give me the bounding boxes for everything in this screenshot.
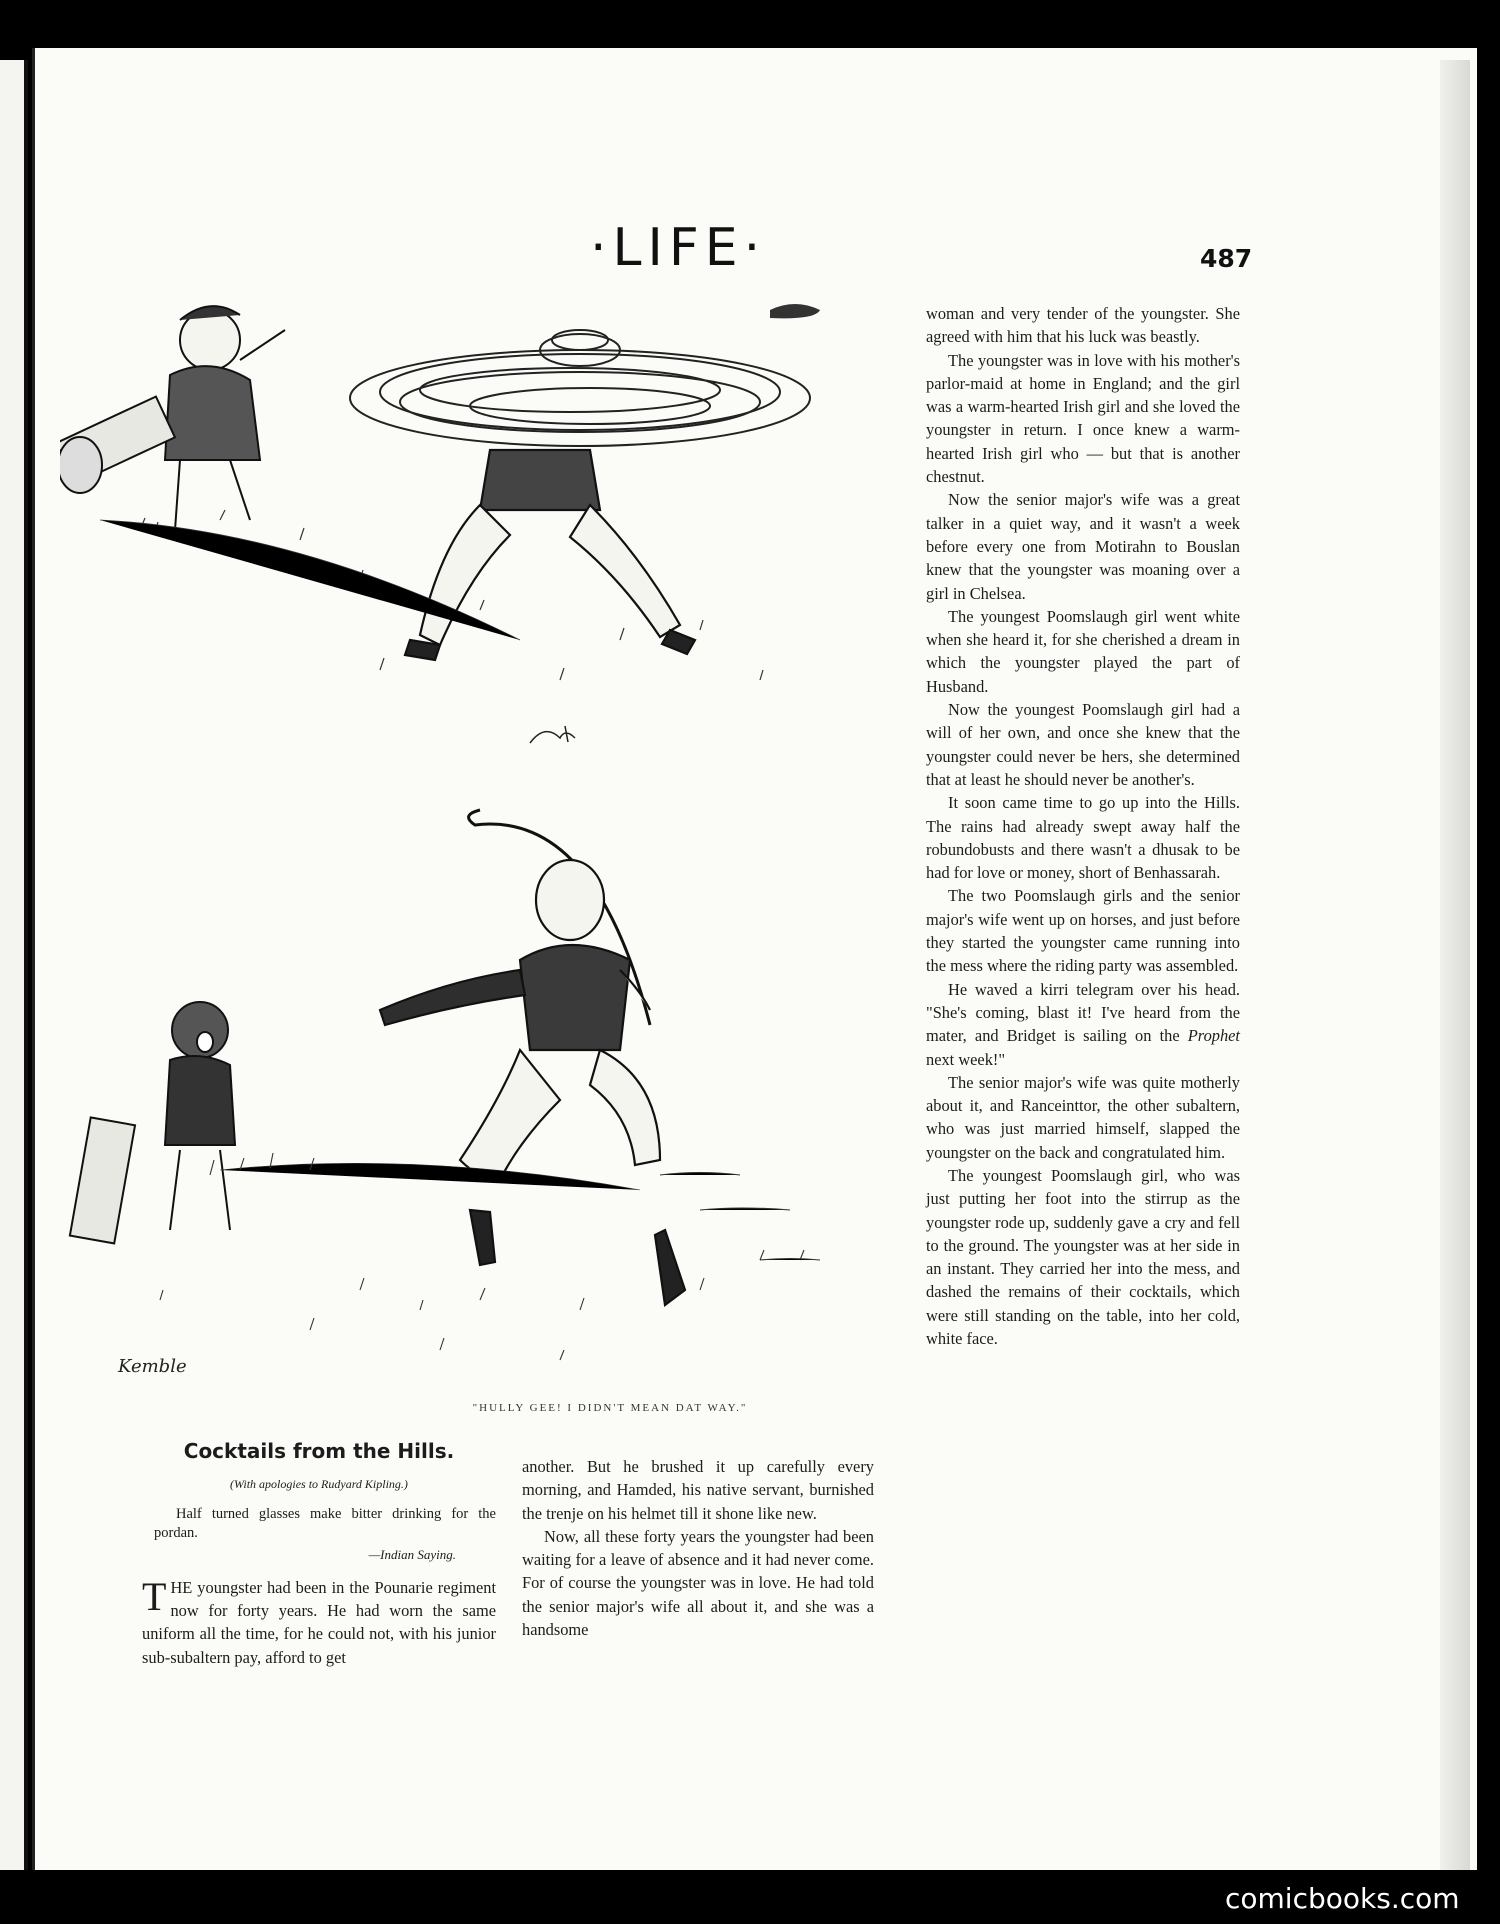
page-edge-shadow bbox=[1440, 60, 1470, 1870]
caddie-boy bbox=[60, 306, 285, 530]
paragraph: It soon came time to go up into the Hills. The rains had already swept away half the robundobusts and there wasn't a dhusak to be had for love or money, short of Benhassarah. bbox=[926, 793, 1240, 883]
article-subtitle: (With apologies to Rudyard Kipling.) bbox=[230, 1477, 408, 1492]
paragraph: Now the senior major's wife was a great talker in a quiet way, and it wasn't a week before every one from Motirahn to Bouslan knew that the youngster was moaning over a girl in Chelsea. bbox=[926, 490, 1240, 603]
illustration-top bbox=[60, 280, 890, 700]
paragraph: He waved a kirri telegram over his head. "She's coming, blast it! I've heard from the mater, and Bridget is sailing on the Prophet next week!" bbox=[926, 979, 1240, 1069]
paragraph: The two Poomslaugh girls and the senior major's wife went up on horses, and just before they started the youngster came running into the mess where the riding party was assembled. bbox=[926, 886, 1240, 976]
paragraph: The youngest Poomslaugh girl, who was just putting her foot into the stirrup as the youngster rode up, suddenly gave a cry and fell to the ground. The youngster was at her side in an instant. They carried her into the mess, and dashed the remains of their cocktails, which were still standing on the table, into her cold, white face. bbox=[926, 1165, 1240, 1349]
paragraph: The youngster was in love with his mother's parlor-maid at home in England; and the girl was a warm-hearted Irish girl and she loved the youngster in return. I once knew a warm-hearted Irish girl who — but that is another chestnut. bbox=[926, 350, 1240, 487]
paragraph: The senior major's wife was quite motherly about it, and Ranceinttor, the other subaltern, who was just married himself, slapped the youngster on the back and congratulated him. bbox=[926, 1072, 1240, 1162]
ship-name: Prophet bbox=[1187, 1026, 1240, 1046]
article-column-3 bbox=[926, 302, 1240, 1350]
previous-page-edge bbox=[0, 60, 28, 1870]
illustration-caption: "HULLY GEE! I DIDN'T MEAN DAT WAY." bbox=[472, 1402, 748, 1414]
paragraph: another. But he brushed it up carefully every morning, and Hamded, his native servant, burnished the trenje on his helmet till it shone like new. bbox=[522, 1457, 874, 1523]
epigraph: Half turned glasses make bitter drinking for the pordan. bbox=[154, 1505, 496, 1541]
paragraph: Now the youngest Poomslaugh girl had a will of her own, and once she knew that the youngster could never be hers, she determined that at least he should never be another's. bbox=[926, 700, 1240, 789]
golfer-figure bbox=[405, 450, 695, 660]
screaming-caddie bbox=[70, 1002, 235, 1243]
paragraph: The youngest Poomslaugh girl went white when she heard it, for she cherished a dream in which the youngster played the part of Husband. bbox=[926, 606, 1240, 696]
article-column-1 bbox=[142, 1440, 496, 1669]
article-column-2 bbox=[522, 1455, 874, 1641]
drop-cap: T bbox=[142, 1573, 167, 1619]
paragraph: woman and very tender of the youngster. She agreed with him that his luck was beastly. bbox=[926, 304, 1240, 347]
masthead: ·LIFE· bbox=[590, 218, 767, 278]
illustration-bottom bbox=[60, 790, 890, 1380]
artist-signature: Kemble bbox=[118, 1356, 187, 1377]
paragraph: Now, all these forty years the youngster had been waiting for a leave of absence and it had never come. For of course the youngster was in love. He had told the senior major's wife all about it, and she was a handsome bbox=[522, 1526, 874, 1640]
article-opening-paragraph: THE youngster had been in the Pounarie regiment now for forty years. He had worn the same uniform all the time, for he could not, with his junior sub-subaltern pay, afford to get bbox=[142, 1573, 496, 1667]
site-watermark: comicbooks.com bbox=[1225, 1882, 1460, 1915]
divider-ornament bbox=[525, 718, 595, 748]
bald-golfer bbox=[380, 860, 685, 1305]
page-number: 487 bbox=[1200, 244, 1253, 273]
article-title: Cocktails from the Hills. bbox=[183, 1439, 455, 1463]
flying-hat bbox=[770, 304, 820, 318]
epigraph-source: —Indian Saying. bbox=[368, 1546, 456, 1562]
